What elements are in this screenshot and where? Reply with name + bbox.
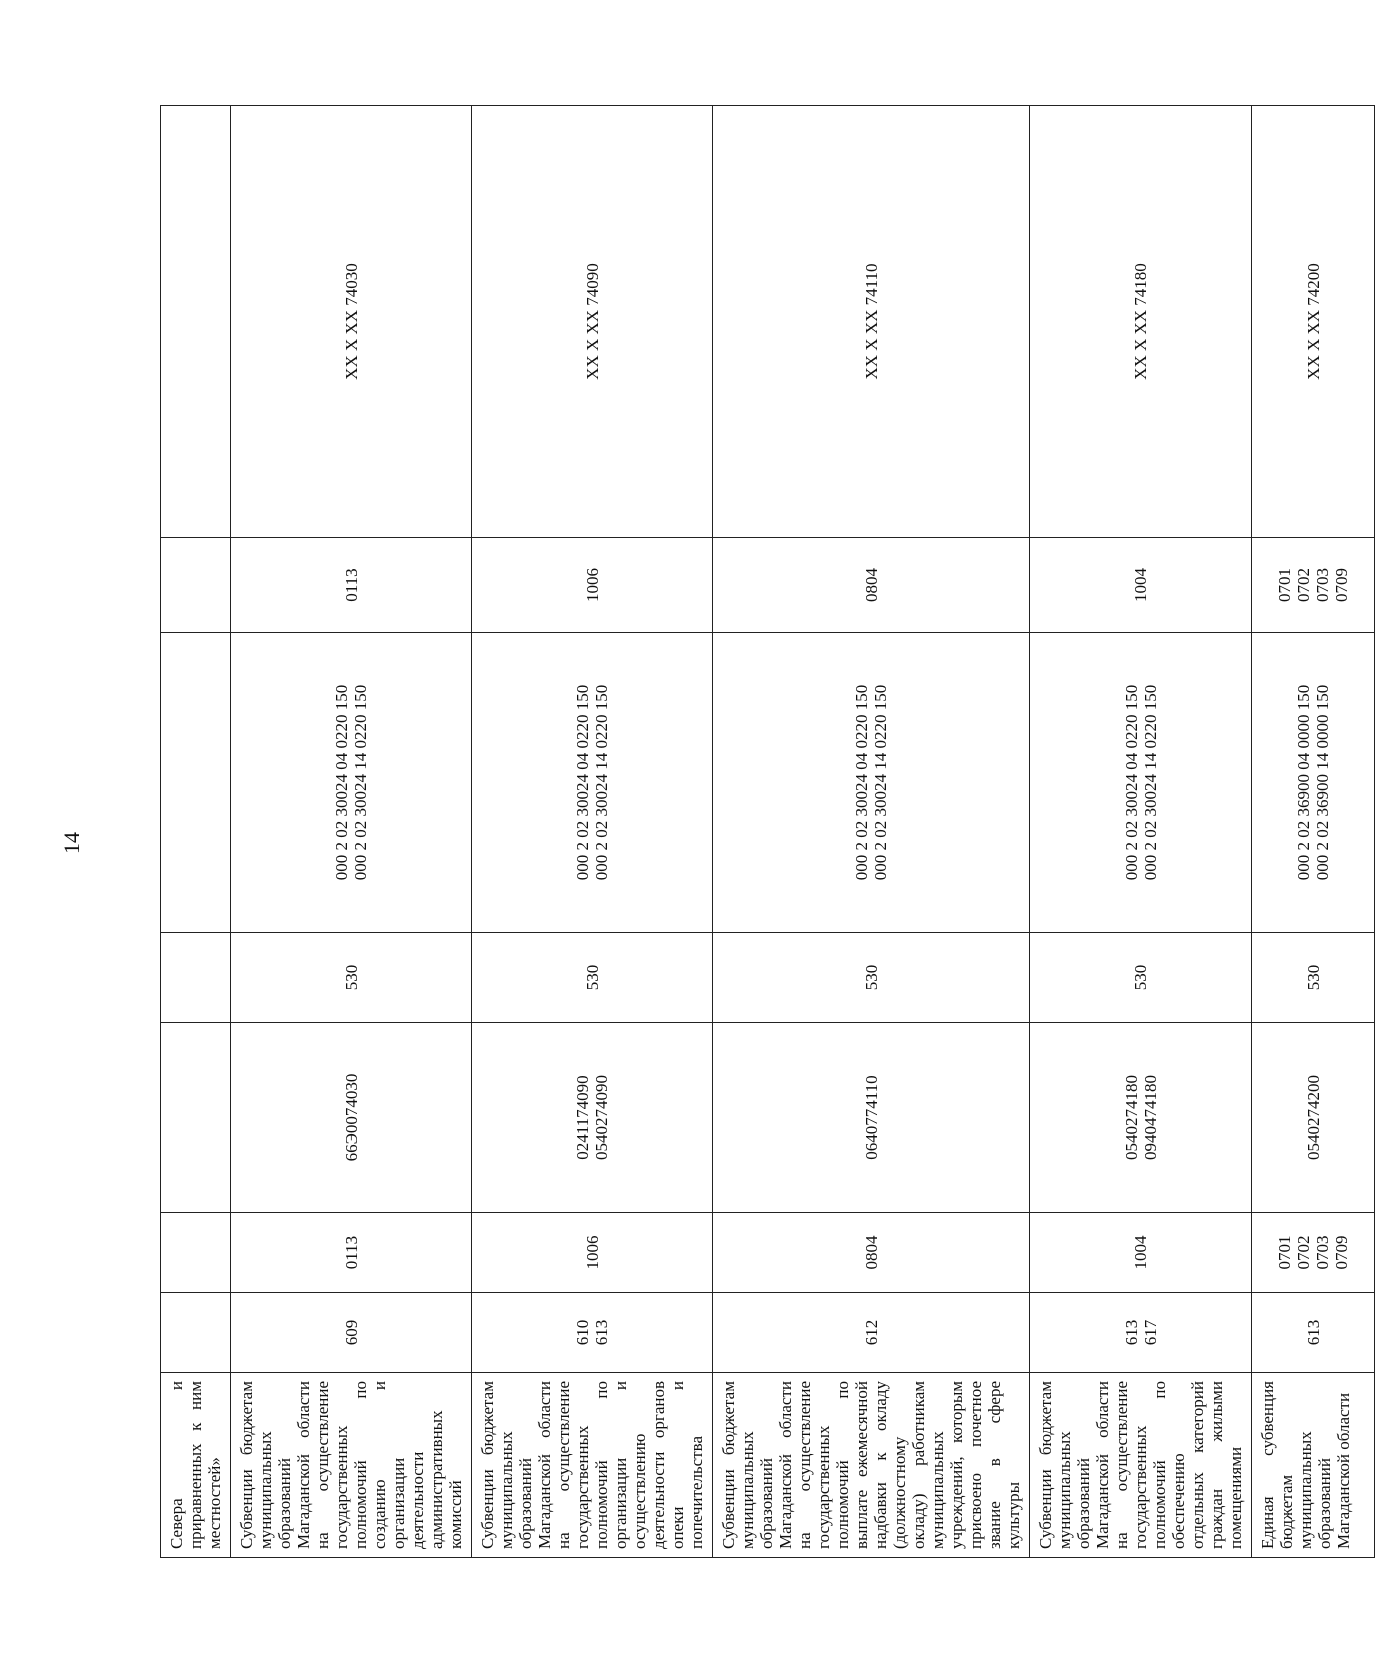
- cell-kbk-income: [713, 633, 1030, 933]
- kbk_income-line: 000 2 02 30024 04 0220 150: [1121, 684, 1141, 881]
- kbk_income-line: 000 2 02 30024 04 0220 150: [573, 684, 592, 881]
- cell-grbs: [472, 1293, 713, 1373]
- razdel-line: 0701: [1275, 1235, 1294, 1270]
- budget-classification-table: [160, 105, 1375, 1558]
- razdel-line: 1004: [1131, 1235, 1150, 1270]
- csr-line: 66Э0074030: [341, 1073, 361, 1162]
- cell-razdel: [161, 1213, 231, 1293]
- razdel2-line: 0804: [861, 568, 881, 602]
- razdel2-line: 0113: [341, 568, 361, 602]
- row-name: Севера и приравненных к ним местностей»: [167, 1381, 224, 1549]
- cell-razdel2: [161, 538, 231, 633]
- cell-code: [161, 106, 231, 538]
- table-row: [713, 106, 1030, 1558]
- table-row: [231, 106, 472, 1558]
- cell-code: XX X XX 74110: [713, 106, 1030, 538]
- cell-razdel2: [472, 538, 713, 633]
- cell-csr: [713, 1023, 1030, 1213]
- cell-kbk-income: [1252, 633, 1375, 933]
- cell-name: [472, 1373, 713, 1558]
- row-name: Субвенции бюджетам муниципальных образований Магаданской области на осуществление государственных полномочий по организации и осуществлению деятельности органов опеки и попечительства: [478, 1381, 706, 1549]
- kbk_income-line: 000 2 02 30024 04 0220 150: [332, 684, 351, 881]
- csr-line: 0540274090: [592, 1075, 611, 1160]
- cell-kbk-income: [472, 633, 713, 933]
- cell-razdel: [472, 1213, 713, 1293]
- cell-grbs: [713, 1293, 1030, 1373]
- cell-grbs: [161, 1293, 231, 1373]
- kbk_income-line: 000 2 02 36900 04 0000 150: [1294, 684, 1313, 881]
- grbs-line: 613: [1303, 1319, 1323, 1346]
- csr-line: 0241174090: [573, 1075, 592, 1160]
- kbk_income-line: 000 2 02 30024 14 0220 150: [592, 684, 611, 881]
- kbk_income-line: 000 2 02 36900 14 0000 150: [1313, 684, 1332, 881]
- cell-code: XX X XX 74200: [1252, 106, 1375, 538]
- cell-csr: [231, 1023, 472, 1213]
- row-name: Субвенции бюджетам муниципальных образований Магаданской области на осуществление государственных полномочий по выплате ежемесячной надбавки к окладу (должностному окладу) работникам муниципальных учреждений, которым присвоено почетное звание в сфере культуры: [719, 1381, 1023, 1549]
- cell-name: [1252, 1373, 1375, 1558]
- cell-name: [161, 1373, 231, 1558]
- razdel-line: 0113: [341, 1235, 361, 1270]
- cell-grbs: [1030, 1293, 1252, 1373]
- csr-line: 0540274180: [1121, 1075, 1141, 1160]
- cell-razdel: [1252, 1213, 1375, 1293]
- cell-razdel2: [231, 538, 472, 633]
- cell-kbk-income: [231, 633, 472, 933]
- table-rotator: [160, 106, 1353, 1558]
- cell-razdel2: [1252, 538, 1375, 633]
- cell-kbk-income: [161, 633, 231, 933]
- cell-razdel: [231, 1213, 472, 1293]
- cell-csr: [161, 1023, 231, 1213]
- grbs-line: 613: [1121, 1319, 1141, 1346]
- table-row: [472, 106, 713, 1558]
- table-row: [1252, 106, 1375, 1558]
- kbk_income-line: 000 2 02 30024 14 0220 150: [351, 684, 370, 881]
- grbs-line: 612: [861, 1319, 881, 1346]
- cell-csr: [1252, 1023, 1375, 1213]
- cell-csr: [472, 1023, 713, 1213]
- cell-razdel: [1030, 1213, 1252, 1293]
- cell-vr: 530: [1030, 933, 1252, 1023]
- cell-vr: 530: [472, 933, 713, 1023]
- razdel-line: 1006: [582, 1235, 602, 1270]
- cell-kbk-income: [1030, 633, 1252, 933]
- table-row: [161, 106, 231, 1558]
- grbs-line: 610: [573, 1319, 592, 1346]
- razdel-line: 0804: [861, 1235, 881, 1270]
- row-name: Субвенции бюджетам муниципальных образований Магаданской области на осуществление государственных полномочий по обеспечению отдельных категорий граждан жилыми помещениями: [1036, 1381, 1245, 1549]
- csr-line: 0540274200: [1303, 1075, 1323, 1160]
- cell-razdel: [713, 1213, 1030, 1293]
- razdel-line: 0703: [1313, 1235, 1332, 1270]
- cell-razdel2: [1030, 538, 1252, 633]
- cell-vr: [161, 933, 231, 1023]
- razdel-line: 0709: [1332, 1235, 1351, 1270]
- row-name: Единая субвенция бюджетам муниципальных образований Магаданской области: [1258, 1381, 1353, 1549]
- cell-code: XX X XX 74090: [472, 106, 713, 538]
- razdel2-line: 0703: [1313, 568, 1332, 602]
- razdel2-line: 0702: [1294, 568, 1313, 602]
- kbk_income-line: 000 2 02 30024 04 0220 150: [852, 684, 871, 881]
- cell-vr: 530: [713, 933, 1030, 1023]
- grbs-line: 609: [341, 1319, 361, 1346]
- razdel2-line: 1004: [1131, 568, 1150, 602]
- razdel-line: 0702: [1294, 1235, 1313, 1270]
- table-row: [1030, 106, 1252, 1558]
- razdel2-line: 0701: [1275, 568, 1294, 602]
- kbk_income-line: 000 2 02 30024 14 0220 150: [871, 684, 890, 881]
- cell-code: XX X XX 74030: [231, 106, 472, 538]
- cell-vr: 530: [1252, 933, 1375, 1023]
- razdel2-line: 1006: [582, 568, 602, 602]
- cell-grbs: [1252, 1293, 1375, 1373]
- cell-vr: 530: [231, 933, 472, 1023]
- kbk_income-line: 000 2 02 30024 14 0220 150: [1140, 684, 1160, 881]
- cell-code: XX X XX 74180: [1030, 106, 1252, 538]
- grbs-line: 617: [1140, 1319, 1160, 1346]
- grbs-line: 613: [592, 1319, 611, 1346]
- cell-grbs: [231, 1293, 472, 1373]
- cell-razdel2: [713, 538, 1030, 633]
- csr-line: 0940474180: [1140, 1075, 1160, 1160]
- cell-name: [713, 1373, 1030, 1558]
- razdel2-line: 0709: [1332, 568, 1351, 602]
- cell-csr: [1030, 1023, 1252, 1213]
- cell-name: [1030, 1373, 1252, 1558]
- cell-name: [231, 1373, 472, 1558]
- page-number: 14: [59, 832, 84, 854]
- row-name: Субвенции бюджетам муниципальных образований Магаданской области на осуществление государственных полномочий по созданию и организации деятельности административных комиссий: [237, 1381, 465, 1549]
- csr-line: 0640774110: [861, 1075, 881, 1160]
